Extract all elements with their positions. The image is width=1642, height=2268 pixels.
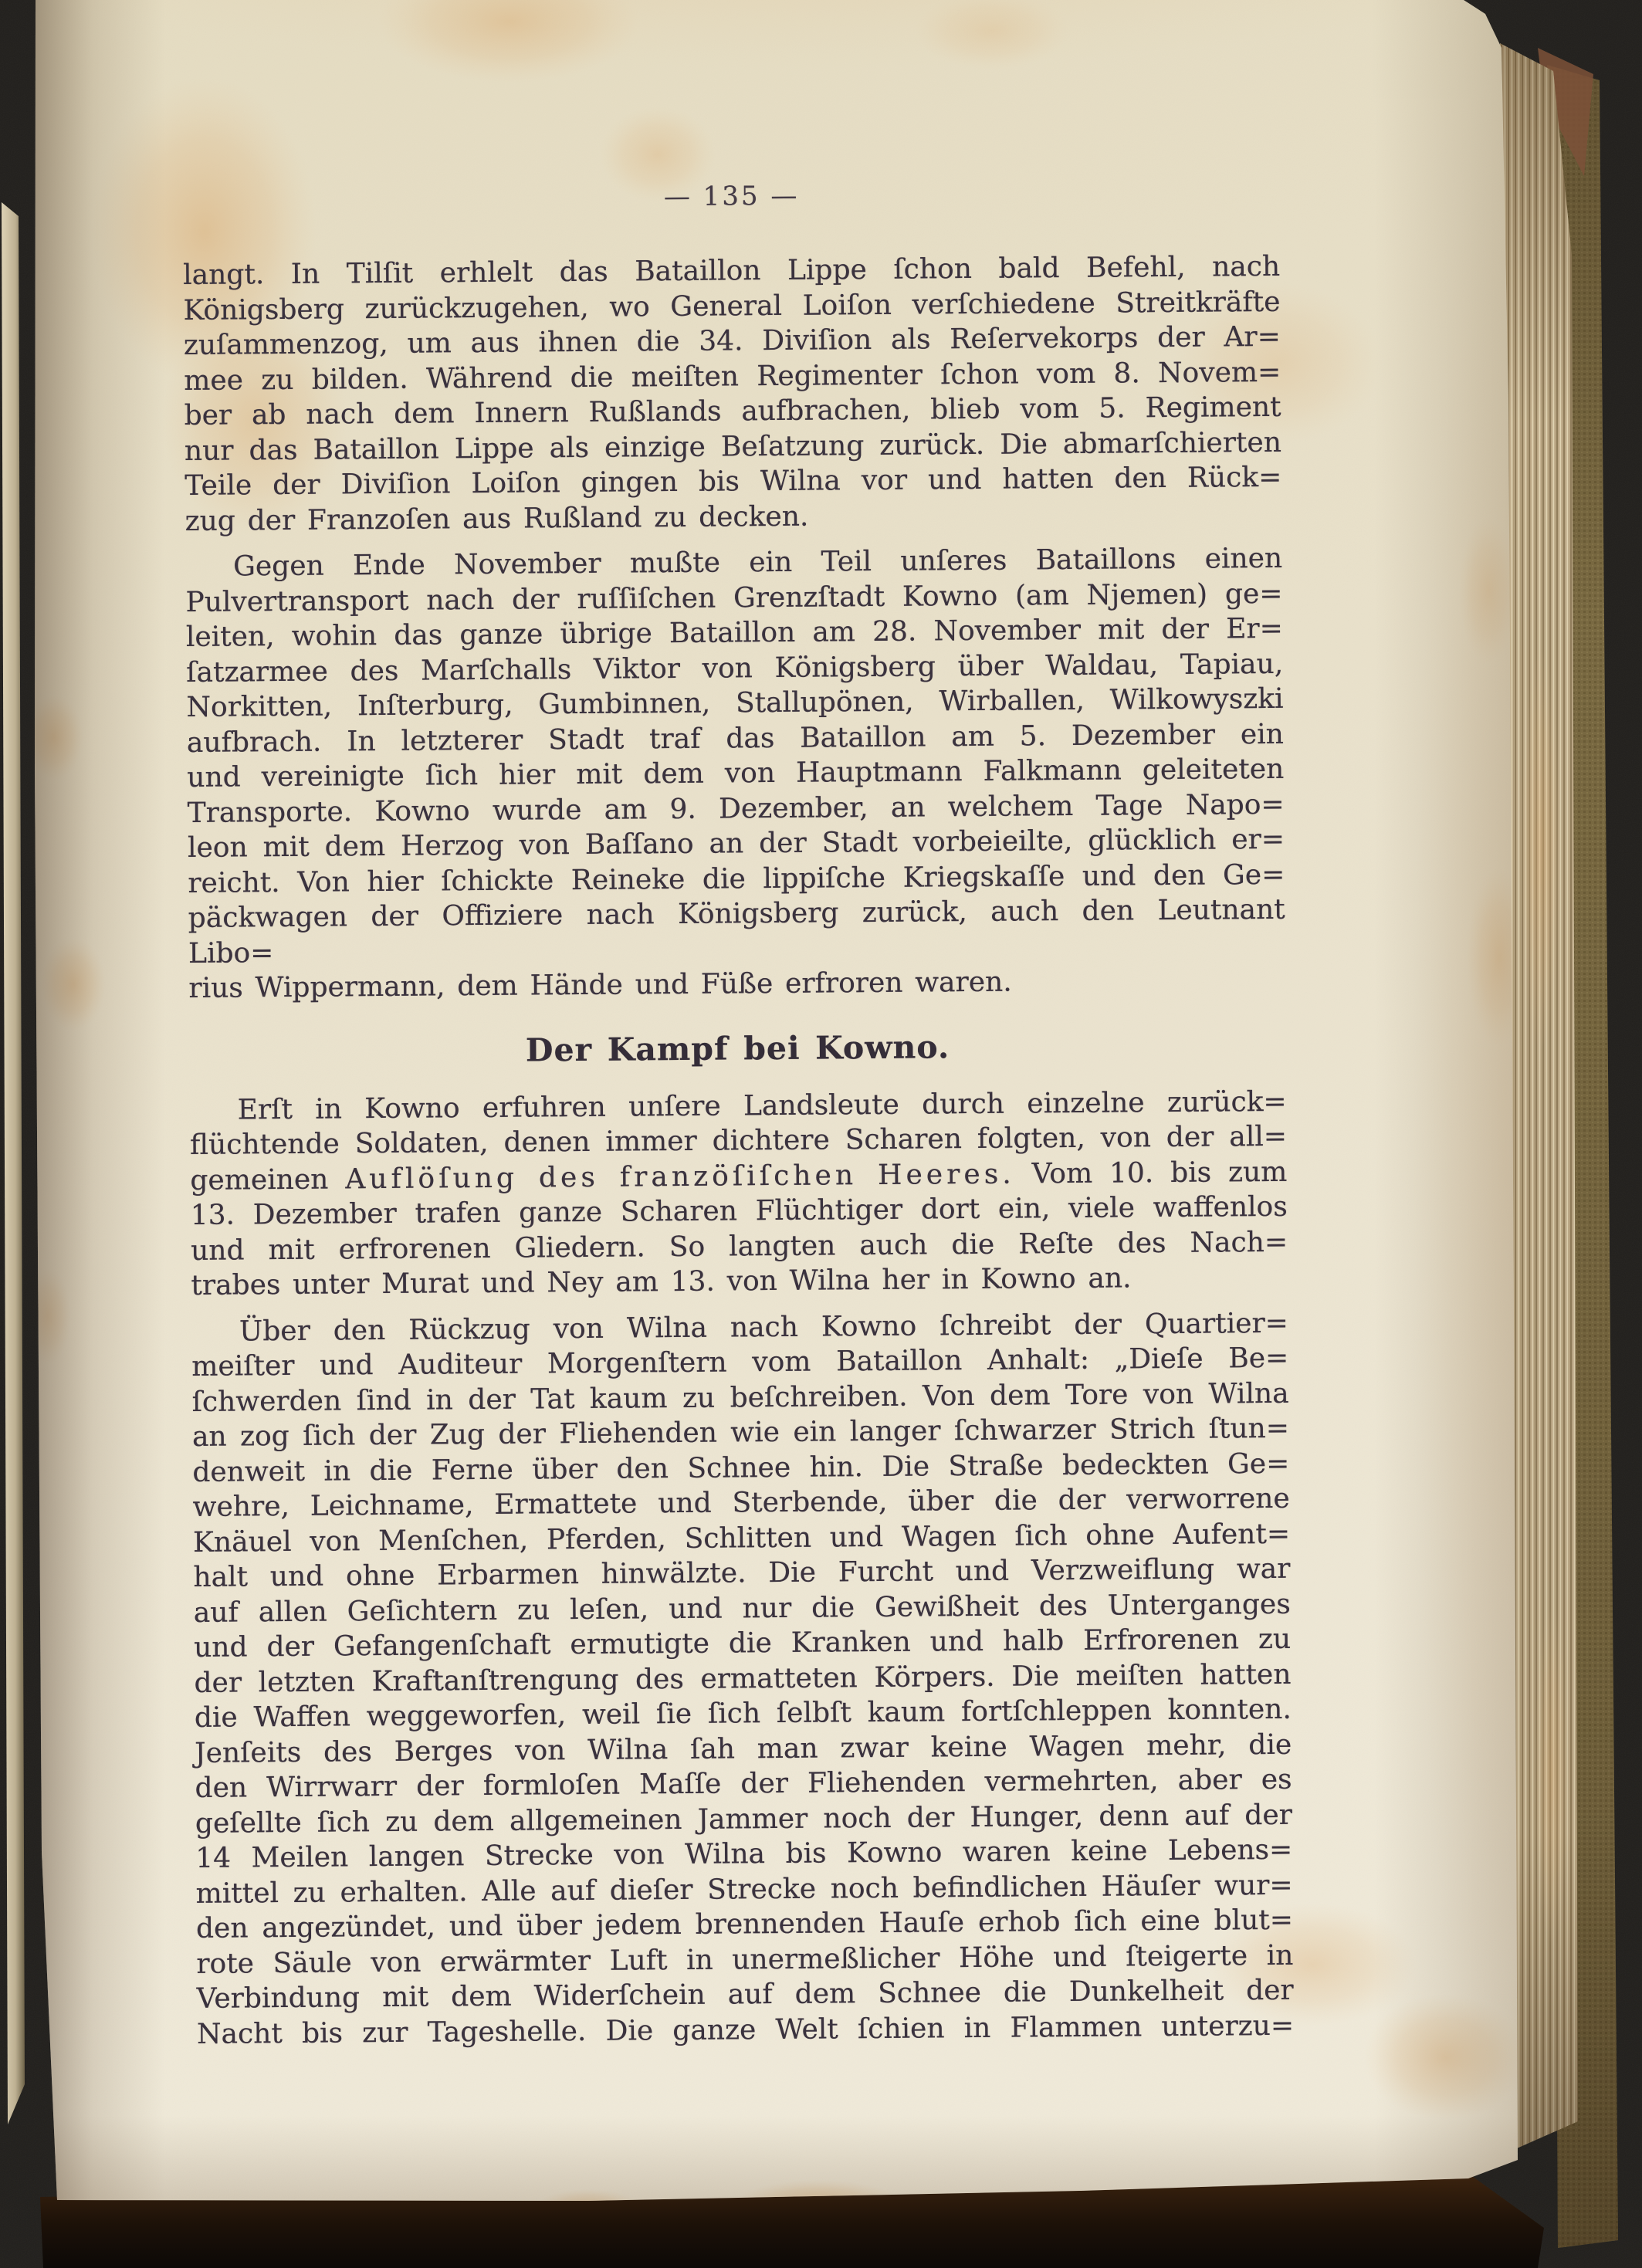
text-segment: die Waffen weggeworfen, weil ſie ſich ſelbſt kaum fortſchleppen konnten. — [194, 1693, 1292, 1734]
text-segment: an zog ſich der Zug der Fliehenden wie ein langer ſchwarzer Strich ſtun= — [191, 1412, 1290, 1453]
text-segment: leon mit dem Herzog von Baſſano an der Stadt vorbeieilte, glücklich er= — [187, 823, 1285, 864]
text-segment: aufbrach. In letzterer Stadt traf das Bataillon am 5. Dezember ein — [186, 718, 1285, 759]
text-segment: reicht. Von hier ſchickte Reineke die lippiſche Kriegskaſſe und den Ge= — [188, 858, 1285, 899]
text-segment: denweit in die Ferne über den Schnee hin. Die Straße bedeckten Ge= — [192, 1447, 1290, 1488]
text-segment: gemeinen — [190, 1163, 346, 1197]
section-heading: Der Kampf bei Kowno. — [525, 1027, 950, 1069]
text-segment: Königsberg zurückzugehen, wo General Loiſon verſchiedene Streitkräfte — [183, 286, 1281, 327]
text-segment: Norkitten, Inſterburg, Gumbinnen, Stallupönen, Wirballen, Wilkowyszki — [186, 682, 1284, 723]
text-segment: Erſt in Kowno erfuhren unſere Landsleute durch einzelne zurück= — [237, 1085, 1287, 1126]
text-segment: mittel zu erhalten. Alle auf dieſer Strecke noch befindlichen Häuſer wur= — [195, 1869, 1293, 1910]
text-segment: Jenſeits des Berges von Wilna ſah man zwar keine Wagen mehr, die — [195, 1728, 1292, 1769]
text-segment: rius Wippermann, dem Hände und Füße erfroren waren. — [188, 966, 1012, 1004]
text-segment: 14 Meilen langen Strecke von Wilna bis Kowno waren keine Lebens= — [195, 1833, 1293, 1874]
text-segment: Vom 10. bis zum — [1014, 1156, 1288, 1190]
text-segment: langt. In Tilſit erhlelt das Bataillon Lippe ſchon bald Befehl, nach — [183, 250, 1281, 291]
text-segment: wehre, Leichname, Ermattete und Sterbende, über die der verworrene — [192, 1482, 1290, 1523]
text-segment: Pulvertransport nach der ruſſiſchen Grenzſtadt Kowno (am Njemen) ge= — [185, 577, 1283, 618]
text-segment: Gegen Ende November mußte ein Teil unſeres Bataillons einen — [232, 542, 1283, 583]
text-segment: ſatzarmee des Marſchalls Viktor von Königsberg über Waldau, Tapiau, — [186, 648, 1284, 689]
text-segment: den Wirrwarr der formloſen Maſſe der Fliehenden vermehrten, aber es — [195, 1763, 1292, 1804]
text-segment: leiten, wohin das ganze übrige Bataillon am 28. November mit der Er= — [185, 612, 1283, 653]
text-segment: Teile der Diviſion Loiſon gingen bis Wilna vor und hatten den Rück= — [185, 461, 1282, 502]
text-segment: 13. Dezember trafen ganze Scharen Flüchtiger dort ein, viele waffenlos — [190, 1190, 1288, 1231]
paragraph — [191, 1305, 1294, 2052]
text-block — [183, 249, 1294, 2052]
emphasized-text: Auflöſung des franzöſiſchen Heeres. — [345, 1158, 1015, 1195]
text-segment: nur das Bataillon Lippe als einzige Beſatzung zurück. Die abmarſchierten — [184, 426, 1282, 467]
text-segment: Verbindung mit dem Widerſchein auf dem Schnee die Dunkelheit der — [196, 1974, 1294, 2015]
text-segment: und der Gefangenſchaft ermutigte die Kranken und halb Erfrorenen zu — [193, 1623, 1292, 1664]
text-segment: den angezündet, und über jedem brennenden Hauſe erhob ſich eine blut= — [195, 1904, 1294, 1945]
text-segment: zuſammenzog, um aus ihnen die 34. Diviſion als Reſervekorps der Ar= — [183, 320, 1281, 361]
paragraph — [189, 1084, 1288, 1303]
text-line — [188, 963, 1285, 1007]
text-segment: Über den Rückzug von Wilna nach Kowno ſchreibt der Quartier= — [239, 1307, 1289, 1347]
text-segment: flüchtende Soldaten, denen immer dichtere Scharen folgten, von der all= — [189, 1120, 1288, 1161]
text-segment: mee zu bilden. Während die meiſten Regimenter ſchon vom 8. Novem= — [184, 356, 1281, 397]
paragraph — [185, 541, 1286, 1007]
text-segment: der letzten Kraftanſtrengung des ermatteten Körpers. Die meiſten hatten — [194, 1658, 1292, 1699]
text-line — [188, 892, 1286, 971]
text-line — [191, 1260, 1288, 1304]
text-segment: und mit erfrorenen Gliedern. So langten auch die Reſte des Nach= — [190, 1226, 1288, 1267]
text-segment: ber ab nach dem Innern Rußlands aufbrachen, blieb vom 5. Regiment — [184, 391, 1281, 432]
paragraph — [183, 249, 1282, 539]
text-segment: halt und ohne Erbarmen hinwälzte. Die Furcht und Verzweiflung war — [193, 1552, 1291, 1593]
text-segment: Transporte. Kowno wurde am 9. Dezember, an welchem Tage Napo= — [187, 788, 1285, 829]
text-segment: und vereinigte ſich hier mit dem von Hauptmann Falkmann geleiteten — [187, 753, 1285, 794]
text-segment: zug der Franzoſen aus Rußland zu decken. — [185, 500, 809, 537]
text-segment: trabes unter Murat und Ney am 13. von Wilna her in Kowno an. — [191, 1262, 1132, 1302]
page-number: — 135 — — [663, 180, 800, 213]
text-segment: Nacht bis zur Tageshelle. Die ganze Welt ſchien in Flammen unterzu= — [196, 2009, 1295, 2050]
text-segment: geſellte ſich zu dem allgemeinen Jammer noch der Hunger, denn auf der — [195, 1799, 1293, 1840]
text-segment: rote Säule von erwärmter Luft in unermeßlicher Höhe und ſteigerte in — [196, 1939, 1294, 1980]
text-segment: ſchwerden ſind in der Tat kaum zu beſchreiben. Von dem Tore von Wilna — [191, 1377, 1289, 1418]
text-segment: Knäuel von Menſchen, Pferden, Schlitten und Wagen ſich ohne Aufent= — [192, 1518, 1291, 1559]
text-segment: meiſter und Auditeur Morgenſtern vom Bataillon Anhalt: „Dieſe Be= — [191, 1342, 1289, 1383]
text-segment: päckwagen der Offiziere nach Königsberg zurück, auch den Leutnant Libo= — [188, 893, 1285, 970]
text-segment: auf allen Geſichtern zu leſen, und nur die Gewißheit des Unterganges — [193, 1588, 1291, 1629]
